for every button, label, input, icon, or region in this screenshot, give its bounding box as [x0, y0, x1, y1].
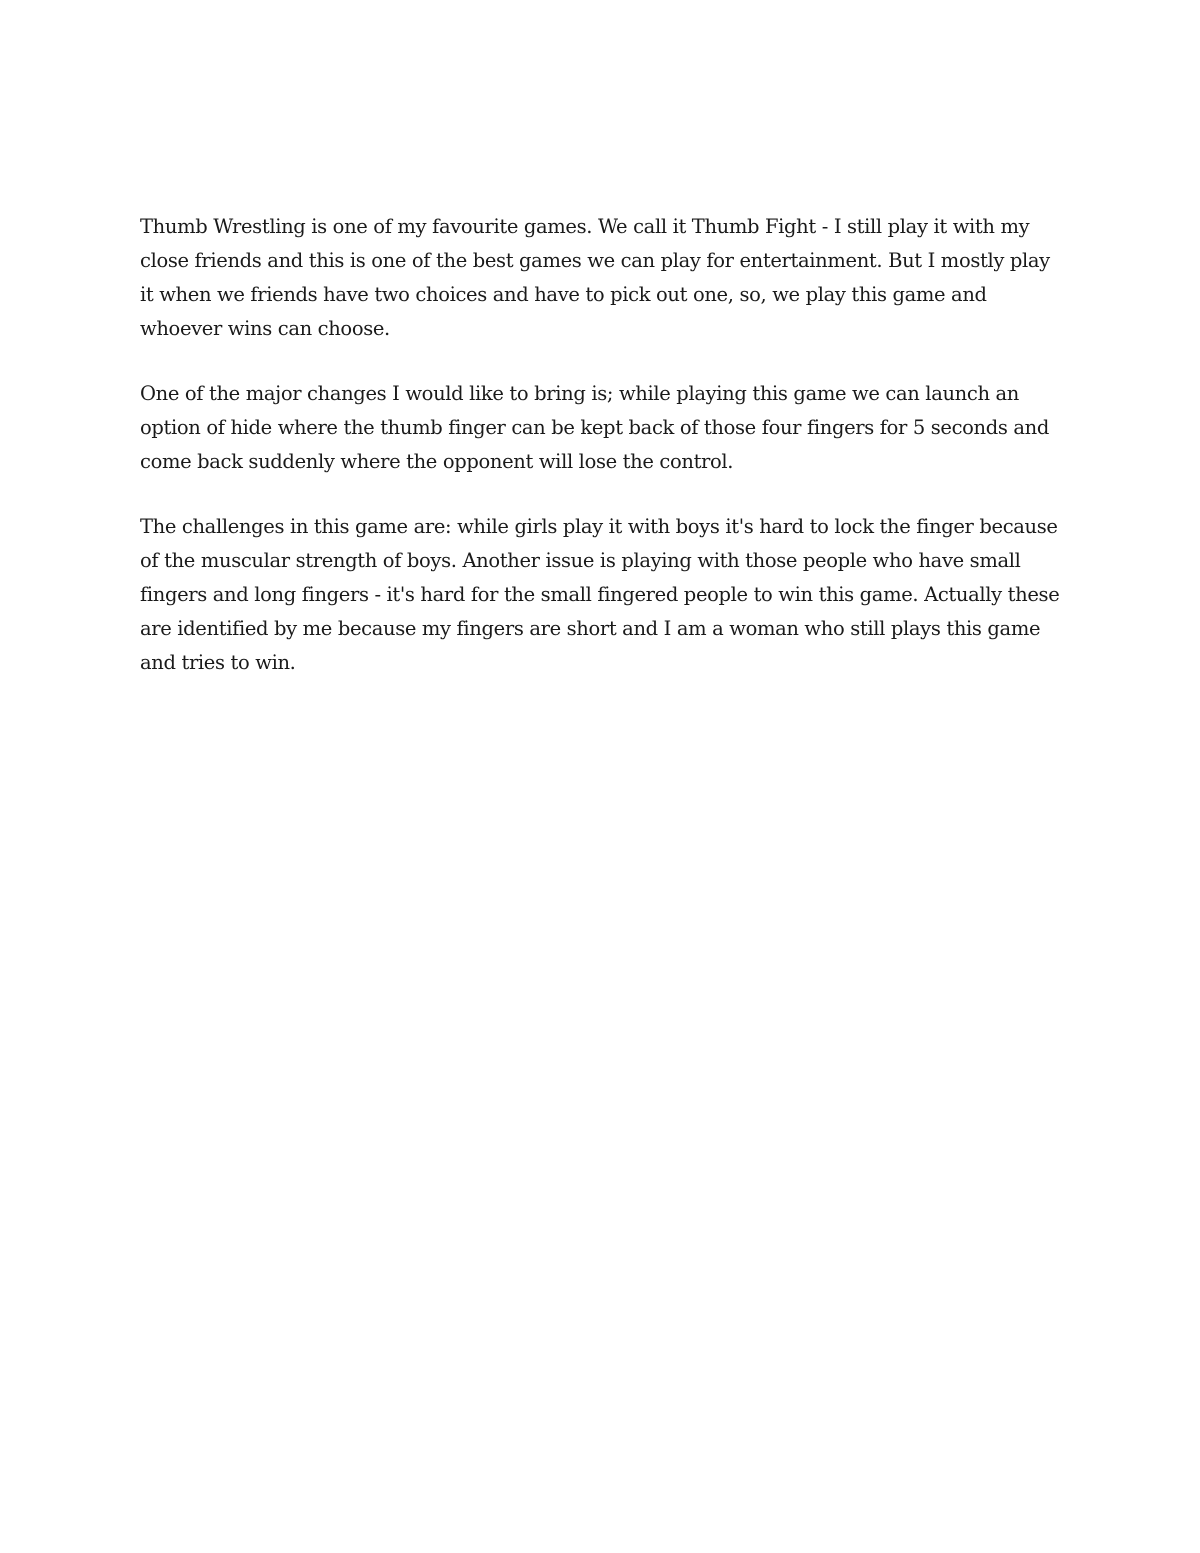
paragraph-proposed-change: One of the major changes I would like to bring is; while playing this game we can launch an option of hide where the thumb finger can be kept back of those four fingers for 5 seconds and come back suddenly where the opponent will lose the control. [140, 382, 1050, 473]
document-body [140, 210, 1065, 680]
paragraph-challenges: The challenges in this game are: while girls play it with boys it's hard to lock the finger because of the muscular strength of boys. Another issue is playing with those people who have small fingers and long fingers - it's hard for the small fingered people to win this game. Actually these are identified by me because my fingers are short and I am a woman who still plays this game and tries to win. [140, 515, 1060, 674]
paragraph-favourite-game: Thumb Wrestling is one of my favourite games. We call it Thumb Fight - I still play it with my close friends and this is one of the best games we can play for entertainment. But I mostly play it when we friends have two choices and have to pick out one, so, we play this game and whoever wins can choose. [140, 215, 1050, 340]
